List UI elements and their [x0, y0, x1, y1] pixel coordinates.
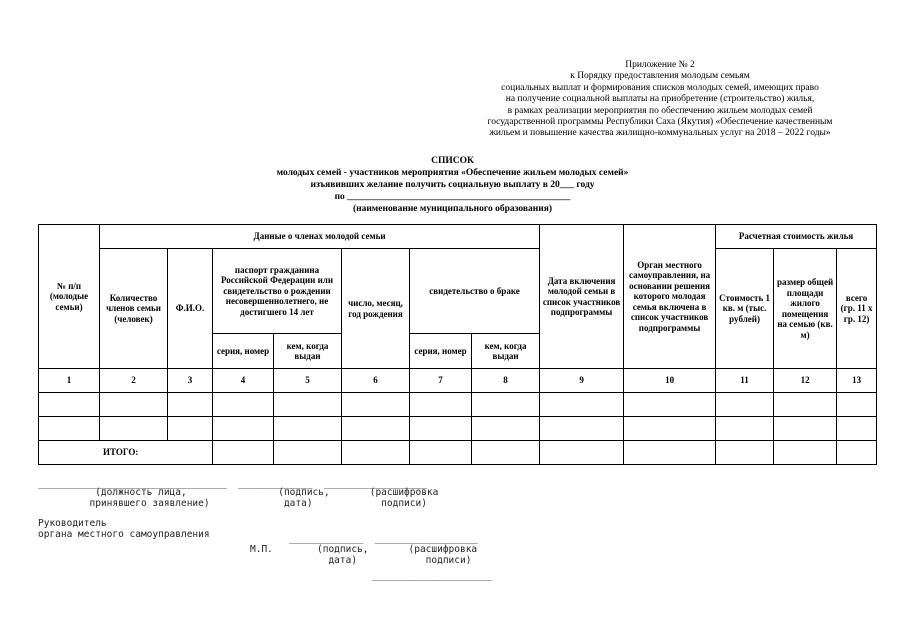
column-number: 4: [213, 369, 274, 393]
column-number: 3: [168, 369, 213, 393]
appendix-line: Приложение № 2: [625, 60, 695, 70]
table-cell[interactable]: [774, 417, 837, 441]
table-cell[interactable]: [100, 417, 168, 441]
col-header-member-count: Количество членов семьи (человек): [100, 249, 168, 369]
heading-line: изъявивших желание получить социальную выплату в 20___ году: [310, 180, 595, 190]
table-cell[interactable]: [837, 393, 877, 417]
table-cell[interactable]: [540, 393, 624, 417]
column-number: 10: [624, 369, 716, 393]
table-cell[interactable]: [410, 441, 472, 465]
table-cell[interactable]: [213, 441, 274, 465]
column-number: 5: [274, 369, 342, 393]
col-header-organ: Орган местного самоуправления, на основании решения которого молодая семья включена в список участников подпрограммы: [624, 225, 716, 369]
group-header-members: Данные о членах молодой семьи: [100, 225, 540, 249]
table-cell[interactable]: [342, 417, 410, 441]
col-header-area: размер общей площади жилого помещения на семью (кв. м): [774, 249, 837, 369]
table-cell[interactable]: [540, 441, 624, 465]
table-cell[interactable]: [837, 417, 877, 441]
col-header-marriage: свидетельство о браке: [410, 249, 540, 334]
appendix-header: [380, 60, 905, 140]
signature-line-1: _________________________________ _____________ __________________: [38, 478, 427, 489]
stamp-label: М.П.: [250, 544, 273, 555]
col-header-marriage-series: серия, номер: [410, 334, 472, 369]
table-cell[interactable]: [213, 417, 274, 441]
table-cell[interactable]: [274, 441, 342, 465]
table-cell[interactable]: [342, 441, 410, 465]
table-cell[interactable]: [472, 441, 540, 465]
table-cell[interactable]: [540, 417, 624, 441]
table-row: [39, 417, 877, 441]
document-heading: [150, 155, 755, 215]
table-cell[interactable]: [274, 417, 342, 441]
heading-line: молодых семей - участников мероприятия «Обеспечение жильем молодых семей»: [276, 168, 629, 178]
column-number: 8: [472, 369, 540, 393]
appendix-line: в рамках реализации мероприятия по обеспечению жильем молодых семей: [507, 105, 813, 116]
table-cell[interactable]: [624, 393, 716, 417]
table-row: [39, 393, 877, 417]
column-number: 1: [39, 369, 100, 393]
col-header-inclusion-date: Дата включения молодой семьи в список участников подпрограммы: [540, 225, 624, 369]
col-header-passport-series: серия, номер: [213, 334, 274, 369]
column-number: 11: [716, 369, 774, 393]
appendix-line: социальных выплат и формирования списков молодых семей, имеющих право: [501, 82, 819, 93]
column-number: 7: [410, 369, 472, 393]
column-number: 6: [342, 369, 410, 393]
table-cell[interactable]: [39, 417, 100, 441]
column-number: 9: [540, 369, 624, 393]
table-cell[interactable]: [774, 441, 837, 465]
bottom-signature-line: _____________________: [372, 570, 493, 581]
col-header-marriage-issued: кем, когда выдан: [472, 334, 540, 369]
heading-line: по _______________________________________________: [334, 192, 571, 202]
families-table: [38, 224, 877, 465]
table-cell[interactable]: [624, 441, 716, 465]
signature-caption-1: (должность лица, (подпись, (расшифровка принявшего заявление) дата) подписи): [89, 487, 439, 509]
appendix-line: к Порядку предоставления молодым семьям: [570, 71, 750, 82]
appendix-line: на получение социальной выплаты на приобретение (строительство) жилья,: [505, 94, 815, 105]
table-cell[interactable]: [274, 393, 342, 417]
col-header-total: всего (гр. 11 х гр. 12): [837, 249, 877, 369]
table-cell[interactable]: [168, 417, 213, 441]
table-cell[interactable]: [624, 417, 716, 441]
table-cell[interactable]: [39, 393, 100, 417]
table-cell[interactable]: [213, 393, 274, 417]
table-cell[interactable]: [716, 441, 774, 465]
col-header-fio: Ф.И.О.: [168, 249, 213, 369]
col-header-passport-issued: кем, когда выдан: [274, 334, 342, 369]
signature-line-2: _____________ __________________: [289, 533, 478, 544]
table-cell[interactable]: [342, 393, 410, 417]
appendix-line: государственной программы Республики Саха (Якутия) «Обеспечение качественным: [487, 117, 833, 128]
table-cell[interactable]: [837, 441, 877, 465]
table-cell[interactable]: [472, 393, 540, 417]
table-cell[interactable]: [472, 417, 540, 441]
column-number: 12: [774, 369, 837, 393]
table-cell[interactable]: [716, 417, 774, 441]
total-row: [39, 441, 877, 465]
heading-caption: (наименование муниципального образования): [352, 204, 553, 214]
col-header-passport: паспорт гражданина Российской Федерации или свидетельство о рождении несовершеннолетнего, не достигшего 14 лет: [213, 249, 342, 334]
document-title: СПИСОК: [431, 156, 474, 166]
signature-caption-2: (подпись, (расшифровка дата) подписи): [317, 544, 478, 566]
col-header-cost-sqm: Стоимость 1 кв. м (тыс. рублей): [716, 249, 774, 369]
col-header-birth-date: число, месяц, год рождения: [342, 249, 410, 369]
column-number: 2: [100, 369, 168, 393]
table-cell[interactable]: [100, 393, 168, 417]
col-header-number: № п/п (молодые семьи): [39, 225, 100, 369]
head-label: Руководитель органа местного самоуправления: [38, 518, 210, 540]
table-cell[interactable]: [168, 393, 213, 417]
group-header-cost: Расчетная стоимость жилья: [716, 225, 877, 249]
total-label: ИТОГО:: [39, 441, 213, 465]
table-cell[interactable]: [716, 393, 774, 417]
table-cell[interactable]: [774, 393, 837, 417]
appendix-line: жильем и повышение качества жилищно-коммунальных услуг на 2018 – 2022 годы»: [489, 128, 831, 139]
table-cell[interactable]: [410, 393, 472, 417]
column-number: 13: [837, 369, 877, 393]
table-cell[interactable]: [410, 417, 472, 441]
